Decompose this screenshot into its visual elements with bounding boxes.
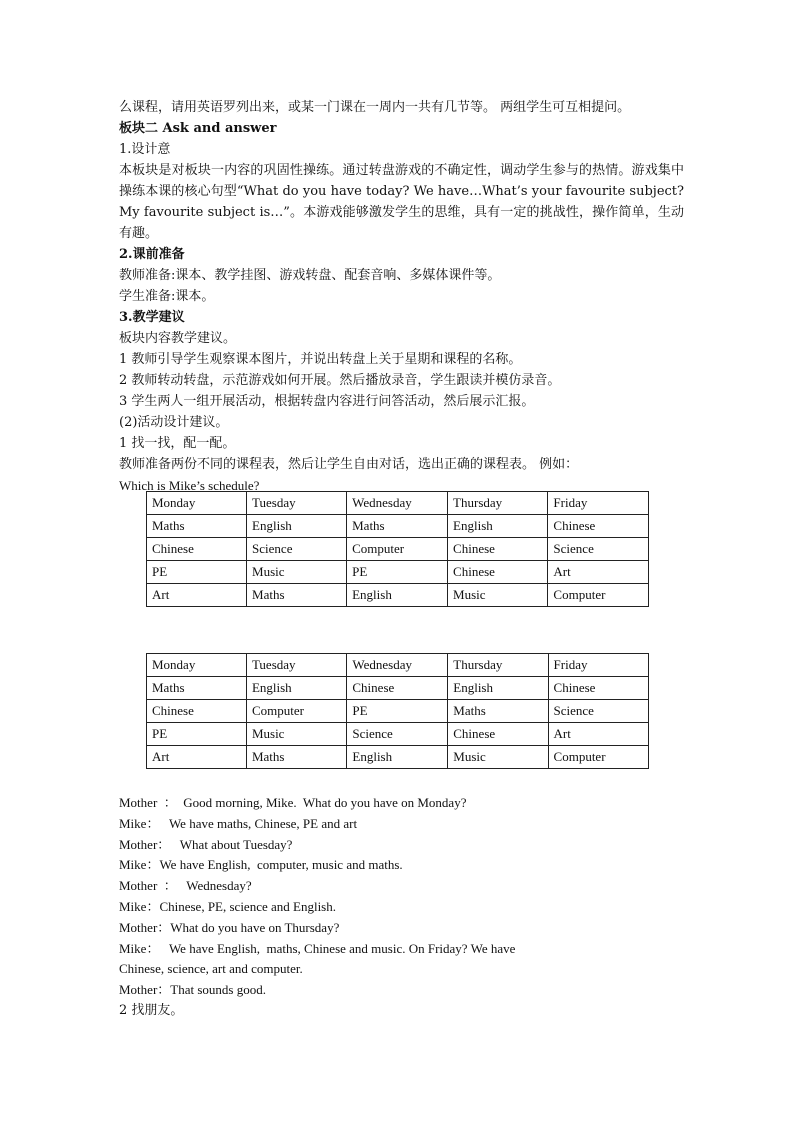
dialogue-line: Chinese, science, art and computer. — [119, 961, 303, 977]
table-cell: Science — [347, 723, 448, 746]
table-row — [147, 654, 649, 677]
table-cell: PE — [347, 700, 448, 723]
design-intent-heading: 1.设计意 — [119, 142, 171, 157]
table-cell: Computer — [347, 538, 448, 561]
schedule-table-1 — [146, 491, 649, 607]
dialogue-line: Mother ： Good morning, Mike. What do you have on Monday? — [119, 795, 467, 810]
table-cell: Maths — [246, 746, 346, 769]
design-intent-body: 本板块是对板块一内容的巩固性操练。通过转盘游戏的不确定性，调动学生参与的热情。游戏集中操练本课的核心句型“What do you have today? We have…What’s your favourite subject? My favourite subject is…”。本游戏能够激发学生的思维，具有一定的挑战性，操作简单，生动有趣。 — [119, 163, 684, 241]
suggestion-step: 2 教师转动转盘，示范游戏如何开展。然后播放录音，学生跟读并模仿录音。 — [119, 373, 561, 388]
table-cell: Art — [147, 746, 247, 769]
table-cell: Music — [247, 561, 347, 584]
suggestions-heading: 3.教学建议 — [119, 310, 185, 325]
body-text — [119, 97, 684, 496]
table-cell: Chinese — [347, 677, 448, 700]
teacher-preparation: 教师准备:课本、教学挂图、游戏转盘、配套音响、多媒体课件等。 — [119, 268, 501, 283]
activity-1-description: 教师准备两份不同的课程表，然后让学生自由对话，选出正确的课程表。 例如： — [119, 457, 579, 472]
activity-heading: (2)活动设计建议。 — [119, 415, 229, 430]
dialogue-line: Mother： What about Tuesday? — [119, 836, 293, 852]
table-cell: Computer — [246, 700, 346, 723]
activity-1-title: 1 找一找，配一配。 — [119, 436, 236, 451]
table-cell: Music — [246, 723, 346, 746]
preparation-heading: 2.课前准备 — [119, 247, 185, 262]
dialogue-line: Mother：What do you have on Thursday? — [119, 919, 340, 935]
student-preparation: 学生准备:课本。 — [119, 289, 215, 304]
table-row — [147, 723, 649, 746]
table-cell: PE — [147, 561, 247, 584]
table-cell: Tuesday — [247, 492, 347, 515]
dialogue-line: Mike：We have English, computer, music and maths. — [119, 857, 403, 873]
table-cell: Thursday — [448, 492, 548, 515]
table-cell: Maths — [448, 700, 548, 723]
table-cell: English — [347, 746, 448, 769]
table-cell: Chinese — [448, 538, 548, 561]
table-cell: PE — [347, 561, 448, 584]
table-cell: English — [246, 677, 346, 700]
table-cell: Chinese — [147, 538, 247, 561]
table-cell: Chinese — [548, 515, 649, 538]
dialogue — [119, 793, 684, 1022]
table-cell: Music — [448, 746, 548, 769]
dialogue-line: Mike： We have English, maths, Chinese and music. On Friday? We have — [119, 940, 516, 956]
table-row — [147, 700, 649, 723]
table-row — [147, 515, 649, 538]
table-cell: Thursday — [448, 654, 548, 677]
table-cell: Science — [548, 538, 649, 561]
table-cell: Wednesday — [347, 654, 448, 677]
table-cell: Monday — [147, 654, 247, 677]
table-row — [147, 677, 649, 700]
dialogue-line: Mother ： Wednesday? — [119, 878, 252, 894]
table-cell: PE — [147, 723, 247, 746]
suggestion-step: 3 学生两人一组开展活动，根据转盘内容进行问答活动，然后展示汇报。 — [119, 394, 535, 409]
table-cell: Science — [548, 700, 648, 723]
schedule-table-2 — [146, 653, 649, 769]
table-cell: Maths — [247, 584, 347, 607]
dialogue-line: Mother：That sounds good. — [119, 982, 266, 998]
table-cell: English — [247, 515, 347, 538]
table-cell: Art — [548, 723, 648, 746]
table-cell: English — [448, 515, 548, 538]
table-cell: Tuesday — [246, 654, 346, 677]
table-row — [147, 746, 649, 769]
table-cell: Monday — [147, 492, 247, 515]
schedule-question: Which is Mike’s schedule? — [119, 478, 260, 493]
table-cell: Science — [247, 538, 347, 561]
table-cell: Computer — [548, 584, 649, 607]
table-cell: Maths — [147, 515, 247, 538]
table-row — [147, 561, 649, 584]
table-cell: Music — [448, 584, 548, 607]
table-cell: Friday — [548, 654, 648, 677]
activity-2-title: 2 找朋友。 — [119, 1002, 184, 1018]
table-row — [147, 492, 649, 515]
suggestions-subheading: 板块内容教学建议。 — [119, 331, 237, 346]
table-row — [147, 538, 649, 561]
table-cell: Wednesday — [347, 492, 448, 515]
table-cell: English — [347, 584, 448, 607]
section-heading: 板块二 Ask and answer — [119, 121, 277, 136]
table-cell: Chinese — [548, 677, 648, 700]
dialogue-line: Mike： We have maths, Chinese, PE and art — [119, 815, 358, 831]
table-cell: Chinese — [147, 700, 247, 723]
table-cell: Friday — [548, 492, 649, 515]
table-row — [147, 584, 649, 607]
table-cell: Chinese — [448, 561, 548, 584]
table-cell: Art — [548, 561, 649, 584]
table-cell: English — [448, 677, 548, 700]
table-cell: Chinese — [448, 723, 548, 746]
table-cell: Maths — [347, 515, 448, 538]
table-cell: Computer — [548, 746, 648, 769]
table-cell: Art — [147, 584, 247, 607]
intro-line: 么课程，请用英语罗列出来，或某一门课在一周内一共有几节等。 两组学生可互相提问。 — [119, 100, 631, 115]
suggestion-step: 1 教师引导学生观察课本图片，并说出转盘上关于星期和课程的名称。 — [119, 352, 522, 367]
table-cell: Maths — [147, 677, 247, 700]
dialogue-line: Mike：Chinese, PE, science and English. — [119, 898, 336, 914]
